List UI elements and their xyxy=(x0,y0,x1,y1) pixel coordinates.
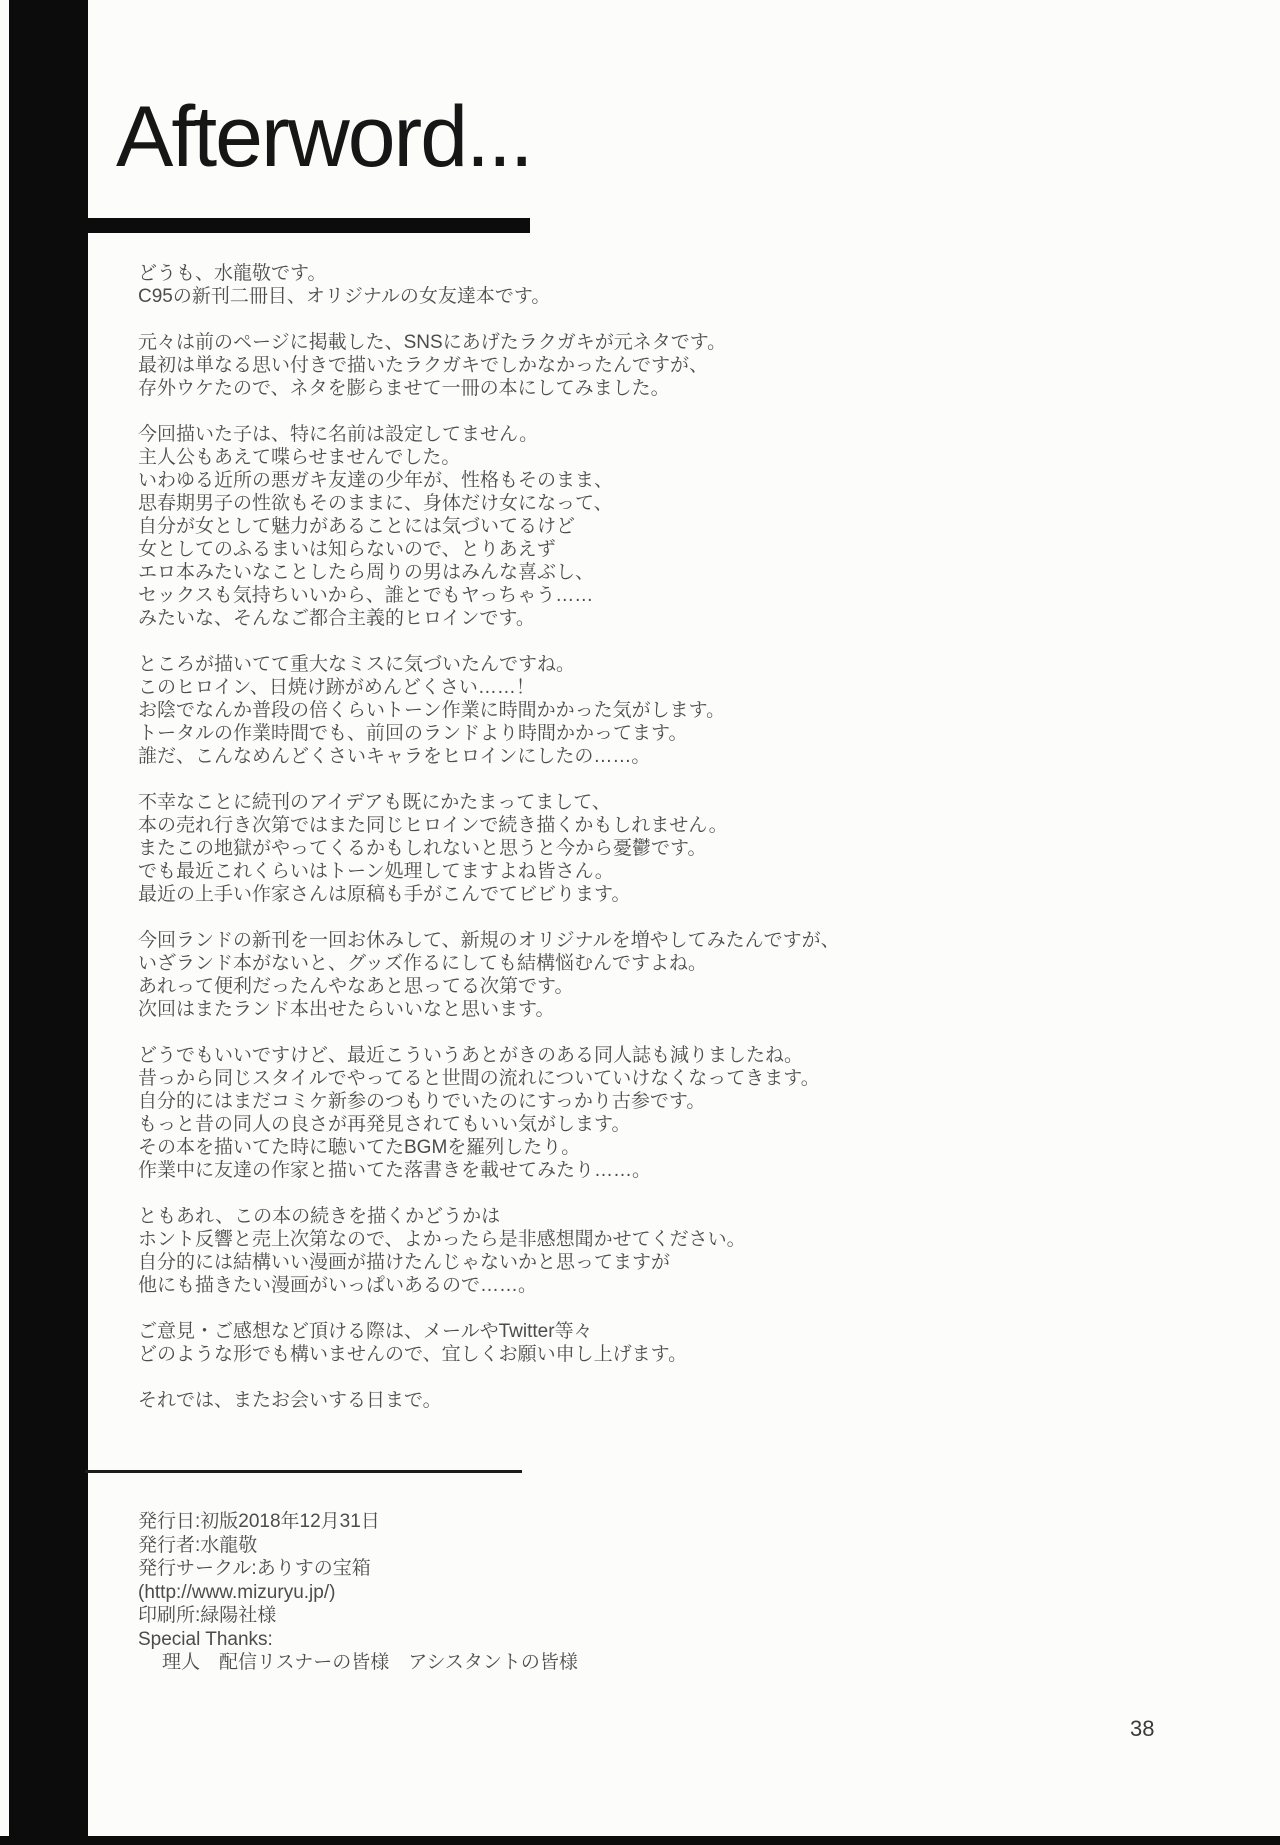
text-line: どのような形でも構いませんので、宜しくお願い申し上げます。 xyxy=(138,1344,688,1365)
text-line: もっと昔の同人の良さが再発見されてもいい気がします。 xyxy=(138,1114,631,1135)
text-line: 今回描いた子は、特に名前は設定してません。 xyxy=(138,424,539,445)
text-line: 自分的にはまだコミケ新参のつもりでいたのにすっかり古参です。 xyxy=(138,1091,706,1112)
paragraph xyxy=(138,1044,1038,1182)
page-title: Afterword... xyxy=(116,89,532,185)
paragraph xyxy=(138,1320,1038,1366)
text-line: ホント反響と売上次第なので、よかったら是非感想聞かせてください。 xyxy=(138,1229,746,1250)
text-line: どうも、水龍敬です。 xyxy=(138,263,327,284)
text-line: みたいな、そんなご都合主義的ヒロインです。 xyxy=(138,608,535,629)
colophon-line: 発行日:初版2018年12月31日 xyxy=(138,1511,380,1532)
text-line: 自分が女として魅力があることには気づいてるけど xyxy=(138,516,576,537)
text-line: 誰だ、こんなめんどくさいキャラをヒロインにしたの……。 xyxy=(138,746,651,767)
text-line: 最近の上手い作家さんは原稿も手がこんでてビビります。 xyxy=(138,884,631,905)
paragraph xyxy=(138,929,1038,1021)
colophon-line: 発行サークル:ありすの宝箱 xyxy=(138,1558,371,1579)
text-line: その本を描いてた時に聴いてたBGMを羅列したり。 xyxy=(138,1137,581,1158)
text-line: 次回はまたランド本出せたらいいなと思います。 xyxy=(138,999,555,1020)
text-line: お陰でなんか普段の倍くらいトーン作業に時間かかった気がします。 xyxy=(138,700,726,721)
text-line: 本の売れ行き次第ではまた同じヒロインで続き描くかもしれません。 xyxy=(138,815,728,836)
text-line: ご意見・ご感想など頂ける際は、メールやTwitter等々 xyxy=(138,1321,593,1342)
text-line: C95の新刊二冊目、オリジナルの女友達本です。 xyxy=(138,286,551,307)
paragraph xyxy=(138,1389,1038,1412)
text-line: 最初は単なる思い付きで描いたラクガキでしかなかったんですが、 xyxy=(138,355,709,376)
colophon-line: 印刷所:緑陽社様 xyxy=(138,1605,277,1626)
text-line: それでは、またお会いする日まで。 xyxy=(138,1390,442,1411)
text-line: どうでもいいですけど、最近こういうあとがきのある同人誌も減りましたね。 xyxy=(138,1045,804,1066)
text-line: 他にも描きたい漫画がいっぱいあるので……。 xyxy=(138,1275,538,1296)
title-underline-bar xyxy=(88,218,530,233)
text-line: 今回ランドの新刊を一回お休みして、新規のオリジナルを増やしてみたんですが、 xyxy=(138,930,840,951)
special-thanks-line: 理人 配信リスナーの皆様 アシスタントの皆様 xyxy=(162,1652,578,1673)
text-line: でも最近これくらいはトーン処理してますよね皆さん。 xyxy=(138,861,614,882)
colophon-separator xyxy=(85,1470,522,1473)
text-line: 女としてのふるまいは知らないので、とりあえず xyxy=(138,539,556,560)
text-line: いざランド本がないと、グッズ作るにしても結構悩むんですよね。 xyxy=(138,953,708,974)
text-line: ともあれ、この本の続きを描くかどうかは xyxy=(138,1206,501,1227)
paragraph xyxy=(138,331,1038,400)
text-line: 昔っから同じスタイルでやってると世間の流れについていけなくなってきます。 xyxy=(138,1068,820,1089)
colophon xyxy=(138,1510,838,1675)
text-line: 自分的には結構いい漫画が描けたんじゃないかと思ってますが xyxy=(138,1252,671,1273)
paragraph xyxy=(138,653,1038,768)
text-line: 不幸なことに続刊のアイデアも既にかたまってまして、 xyxy=(138,792,611,813)
paragraph xyxy=(138,423,1038,630)
paragraph xyxy=(138,1205,1038,1297)
text-line: ところが描いてて重大なミスに気づいたんですね。 xyxy=(138,654,576,675)
text-line: トータルの作業時間でも、前回のランドより時間かかってます。 xyxy=(138,723,688,744)
left-edge-bar xyxy=(9,0,88,1845)
bottom-edge-bar xyxy=(0,1836,1280,1845)
page-number: 38 xyxy=(1130,1716,1155,1741)
text-line: 元々は前のページに掲載した、SNSにあげたラクガキが元ネタです。 xyxy=(138,332,727,353)
text-line: セックスも気持ちいいから、誰とでもヤっちゃう…… xyxy=(138,585,594,606)
colophon-line: Special Thanks: xyxy=(138,1628,273,1650)
text-line: 作業中に友達の作家と描いてた落書きを載せてみたり……。 xyxy=(138,1160,652,1181)
colophon-line: 発行者:水龍敬 xyxy=(138,1534,258,1556)
paragraph xyxy=(138,791,1038,906)
text-line: 存外ウケたので、ネタを膨らませて一冊の本にしてみました。 xyxy=(138,378,670,399)
colophon-line: (http://www.mizuryu.jp/) xyxy=(138,1581,336,1603)
text-line: このヒロイン、日焼け跡がめんどくさい……！ xyxy=(138,677,535,698)
text-line: いわゆる近所の悪ガキ友達の少年が、性格もそのまま、 xyxy=(138,470,614,491)
afterword-body xyxy=(138,262,1038,1435)
text-line: またこの地獄がやってくるかもしれないと思うと今から憂鬱です。 xyxy=(138,838,707,859)
text-line: あれって便利だったんやなあと思ってる次第です。 xyxy=(138,976,574,997)
text-line: 主人公もあえて喋らせませんでした。 xyxy=(138,447,461,468)
paragraph xyxy=(138,262,1038,308)
text-line: エロ本みたいなことしたら周りの男はみんな喜ぶし、 xyxy=(138,562,595,583)
text-line: 思春期男子の性欲もそのままに、身体だけ女になって、 xyxy=(138,493,613,514)
